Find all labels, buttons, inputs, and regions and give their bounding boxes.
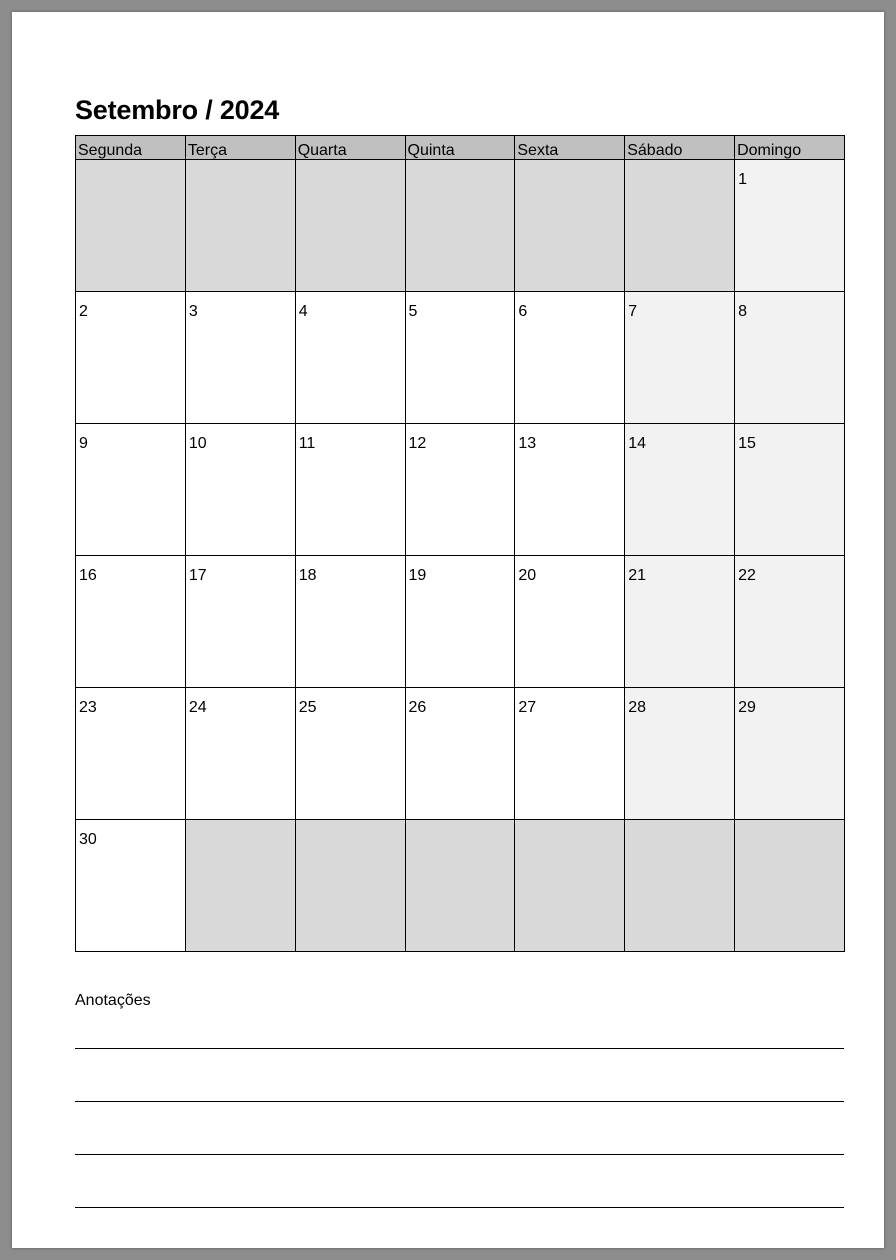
weekday-day-cell <box>515 556 625 688</box>
day-number: 19 <box>408 567 427 584</box>
weekday-day-cell <box>295 424 405 556</box>
note-line <box>75 1154 844 1155</box>
weekday-day-cell <box>405 424 515 556</box>
weekday-header-terca: Terça <box>185 136 295 160</box>
day-number: 16 <box>79 567 97 584</box>
day-number: 18 <box>298 567 317 584</box>
calendar-week-row <box>76 556 845 688</box>
empty-day-cell <box>515 160 625 292</box>
notes-label: Anotações <box>75 992 151 1009</box>
weekday-day-cell <box>185 424 295 556</box>
empty-day-cell <box>405 160 515 292</box>
weekday-day-cell <box>76 820 186 952</box>
day-number: 8 <box>738 303 747 320</box>
weekday-day-cell <box>76 556 186 688</box>
weekend-day-cell <box>735 556 845 688</box>
day-number: 22 <box>738 567 756 584</box>
day-number: 23 <box>79 699 97 716</box>
empty-day-cell <box>405 820 515 952</box>
weekday-header-sexta: Sexta <box>515 136 625 160</box>
day-number: 27 <box>518 699 537 716</box>
weekday-day-cell <box>76 292 186 424</box>
note-line <box>75 1048 844 1049</box>
empty-day-cell <box>625 160 735 292</box>
weekend-day-cell <box>735 424 845 556</box>
page-title: Setembro / 2024 <box>75 95 280 125</box>
day-number: 3 <box>188 303 198 320</box>
weekend-day-cell <box>625 556 735 688</box>
empty-day-cell <box>185 160 295 292</box>
weekday-header-quarta: Quarta <box>295 136 405 160</box>
weekday-header-row <box>76 136 845 160</box>
day-number: 29 <box>738 699 756 716</box>
empty-day-cell <box>515 820 625 952</box>
weekday-day-cell <box>295 556 405 688</box>
weekday-day-cell <box>405 292 515 424</box>
day-number: 21 <box>628 567 647 584</box>
weekday-day-cell <box>515 424 625 556</box>
empty-day-cell <box>735 820 845 952</box>
note-line <box>75 1207 844 1208</box>
weekday-day-cell <box>295 292 405 424</box>
empty-day-cell <box>295 160 405 292</box>
weekday-day-cell <box>185 292 295 424</box>
calendar-week-row <box>76 820 845 952</box>
empty-day-cell <box>185 820 295 952</box>
day-number: 26 <box>408 699 427 716</box>
weekday-day-cell <box>185 688 295 820</box>
empty-day-cell <box>76 160 186 292</box>
empty-day-cell <box>295 820 405 952</box>
weekday-day-cell <box>515 688 625 820</box>
weekend-day-cell <box>625 424 735 556</box>
weekday-day-cell <box>405 556 515 688</box>
day-number: 24 <box>188 699 207 716</box>
day-number: 14 <box>628 435 647 452</box>
calendar-page <box>12 12 884 1248</box>
weekday-header-segunda: Segunda <box>76 136 186 160</box>
calendar-week-row <box>76 160 845 292</box>
day-number: 28 <box>628 699 647 716</box>
day-number: 1 <box>738 171 747 188</box>
weekend-day-cell <box>625 292 735 424</box>
weekday-day-cell <box>515 292 625 424</box>
day-number: 25 <box>298 699 317 716</box>
calendar-week-row <box>76 688 845 820</box>
weekday-header-sabado: Sábado <box>625 136 735 160</box>
day-number: 10 <box>188 435 207 452</box>
day-number: 5 <box>408 303 418 320</box>
weekday-header-quinta: Quinta <box>405 136 515 160</box>
calendar-week-row <box>76 424 845 556</box>
weekend-day-cell <box>735 160 845 292</box>
calendar-weeks <box>76 160 845 952</box>
month-calendar-grid <box>75 135 845 952</box>
day-number: 13 <box>518 435 537 452</box>
day-number: 4 <box>298 303 308 320</box>
day-number: 6 <box>518 303 528 320</box>
day-number: 20 <box>518 567 537 584</box>
day-number: 17 <box>188 567 207 584</box>
day-number: 9 <box>79 435 88 452</box>
weekday-day-cell <box>405 688 515 820</box>
note-line <box>75 1101 844 1102</box>
weekday-header-domingo: Domingo <box>735 136 845 160</box>
weekday-day-cell <box>76 424 186 556</box>
day-number: 2 <box>79 303 88 320</box>
weekday-day-cell <box>76 688 186 820</box>
weekday-day-cell <box>185 556 295 688</box>
day-number: 15 <box>738 435 756 452</box>
day-number: 12 <box>408 435 427 452</box>
weekday-day-cell <box>295 688 405 820</box>
day-number: 30 <box>79 831 97 848</box>
weekend-day-cell <box>735 688 845 820</box>
weekend-day-cell <box>625 688 735 820</box>
day-number: 7 <box>628 303 638 320</box>
calendar-week-row <box>76 292 845 424</box>
weekend-day-cell <box>735 292 845 424</box>
day-number: 11 <box>298 435 316 452</box>
empty-day-cell <box>625 820 735 952</box>
